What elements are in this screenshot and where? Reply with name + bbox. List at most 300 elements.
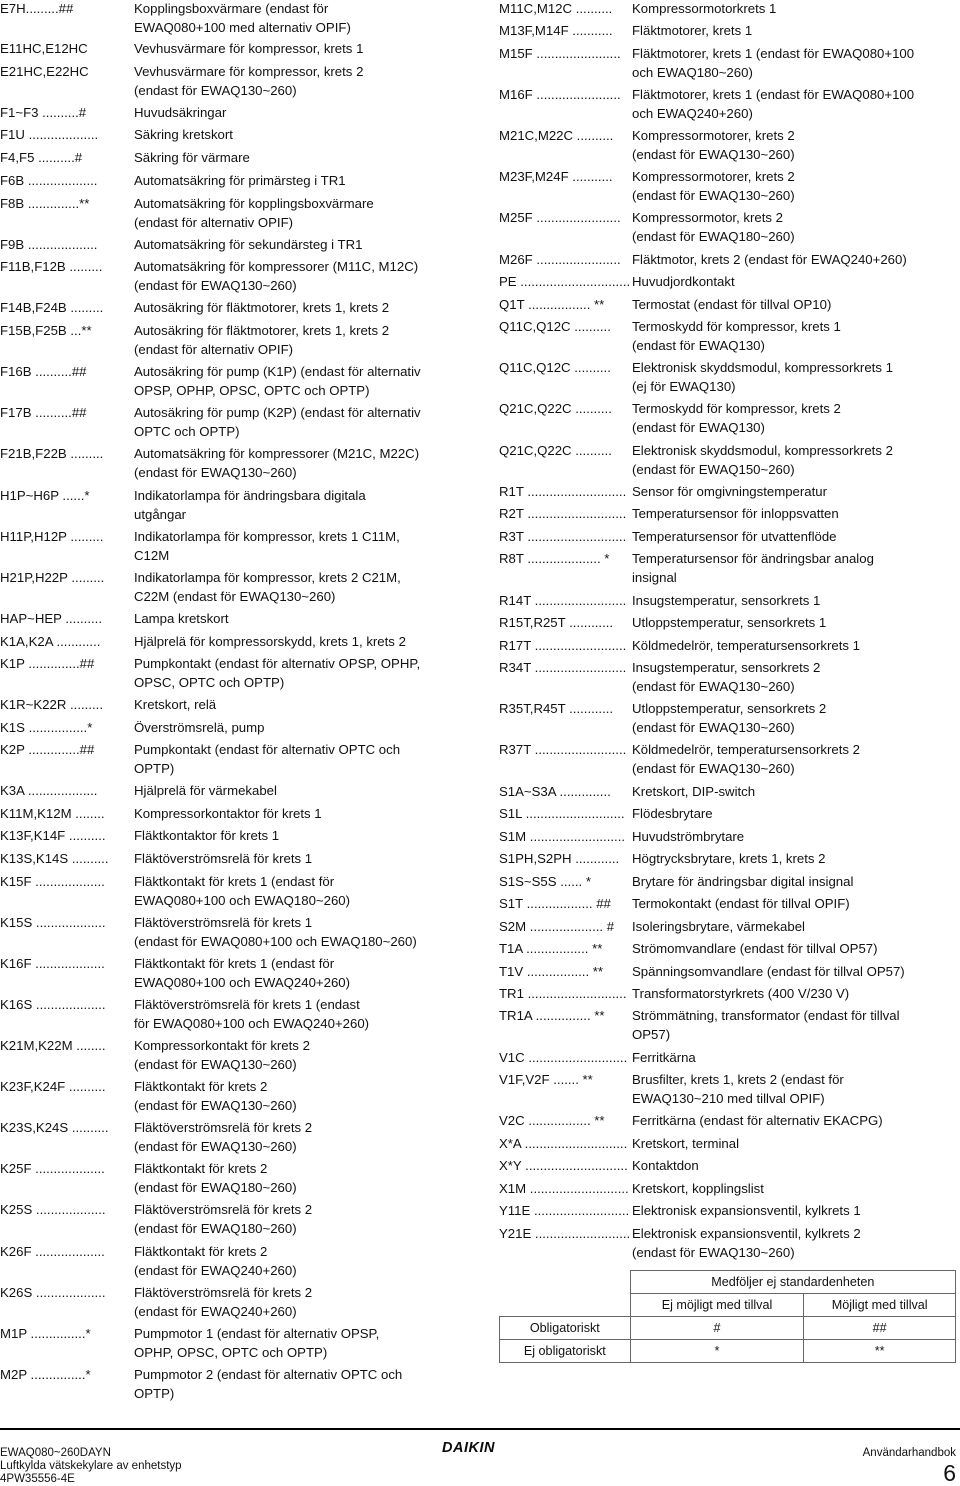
description-line: Autosäkring för fläktmotorer, krets 1, krets 2: [134, 323, 390, 338]
component-code: H1P~H6P ......*: [0, 488, 90, 503]
description-line: Automatsäkring för kompressorer (M21C, M22C): [134, 446, 420, 461]
description-line: Vevhusvärmare för kompressor, krets 2: [134, 64, 364, 79]
component-description: [632, 873, 853, 892]
description-line: (endast för EWAQ130): [632, 337, 765, 353]
description-line: (endast för EWAQ080+100 och EWAQ180~260): [134, 933, 417, 949]
description-line: Ferritkärna: [632, 1050, 696, 1065]
component-code: K21M,K22M ........: [0, 1038, 106, 1053]
component-description: [134, 569, 401, 606]
component-code: Q21C,Q22C ..........: [499, 443, 612, 458]
component-code: K1P ..............##: [0, 656, 95, 671]
component-description: [134, 805, 322, 824]
description-line: OPSC, OPTC och OPTP): [134, 674, 285, 690]
component-code: Q11C,Q12C ..........: [499, 360, 611, 375]
description-line: Strömomvandlare (endast för tillval OP57): [632, 941, 878, 956]
description-line: Termoskydd för kompressor, krets 1: [632, 319, 841, 334]
component-code: R8T .................... *: [499, 551, 610, 566]
component-code: R17T .........................: [499, 638, 627, 653]
component-code: TR1A ............... **: [499, 1008, 605, 1023]
component-description: [632, 963, 905, 982]
component-description: [134, 149, 250, 168]
legend-cell: **: [804, 1340, 956, 1363]
description-line: Insugstemperatur, sensorkrets 2: [632, 660, 821, 675]
component-description: [134, 914, 417, 951]
description-line: OP57): [632, 1026, 671, 1042]
component-description: [632, 592, 820, 611]
component-code: M25F .......................: [499, 210, 621, 225]
description-line: Fläktkontakt för krets 1 (endast för: [134, 874, 335, 889]
description-line: Temperatursensor för utvattenflöde: [632, 529, 837, 544]
component-description: [134, 172, 346, 191]
component-code: M21C,M22C ..........: [499, 128, 614, 143]
component-code: S1T .................. ##: [499, 896, 611, 911]
component-description: [134, 1366, 402, 1403]
description-line: Fläktöverströmsrelä för krets 2: [134, 1202, 313, 1217]
component-description: [632, 0, 776, 19]
description-line: och EWAQ180~260): [632, 64, 753, 80]
component-description: [134, 299, 389, 318]
component-description: [632, 1202, 861, 1221]
component-description: [632, 273, 735, 292]
description-line: Automatsäkring för kopplingsboxvärmare: [134, 196, 374, 211]
footer-model: EWAQ080~260DAYN: [0, 1447, 111, 1459]
description-line: Kompressorkontaktor för krets 1: [134, 806, 322, 821]
component-description: [134, 610, 229, 629]
description-line: Vevhusvärmare för kompressor, krets 1: [134, 41, 364, 56]
description-line: Utloppstemperatur, sensorkrets 2: [632, 701, 827, 716]
description-line: Termokontakt (endast för tillval OPIF): [632, 896, 850, 911]
description-line: EWAQ080+100 och EWAQ180~260): [134, 892, 351, 908]
component-code: H21P,H22P .........: [0, 570, 105, 585]
footer-divider: [0, 1428, 960, 1430]
component-code: Q1T ................. **: [499, 297, 605, 312]
component-code: R34T .........................: [499, 660, 627, 675]
description-line: (endast för EWAQ240+260): [134, 1262, 297, 1278]
description-line: Lampa kretskort: [134, 611, 229, 626]
description-line: Fläktmotorer, krets 1: [632, 23, 753, 38]
description-line: (endast för EWAQ130~260): [134, 82, 297, 98]
component-code: F9B ...................: [0, 237, 98, 252]
component-code: S1M ..........................: [499, 829, 626, 844]
legend-row: [500, 1340, 956, 1363]
component-description: [632, 700, 826, 737]
component-description: [134, 1078, 297, 1115]
component-description: [134, 850, 312, 869]
description-line: Säkring för värmare: [134, 150, 250, 165]
description-line: Huvudsäkringar: [134, 105, 227, 120]
component-code: HAP~HEP ..........: [0, 611, 102, 626]
description-line: EWAQ130~210 med tillval OPIF): [632, 1090, 825, 1106]
description-line: Fläktkontakt för krets 2: [134, 1079, 268, 1094]
description-line: OPTP): [134, 1385, 175, 1401]
description-line: Säkring kretskort: [134, 127, 233, 142]
component-description: [632, 505, 839, 524]
description-line: (endast för EWAQ180~260): [632, 228, 795, 244]
component-code: K1A,K2A ............: [0, 634, 101, 649]
description-line: Pumpkontakt (endast för alternativ OPTC och: [134, 742, 401, 757]
description-line: Fläktkontakt för krets 2: [134, 1244, 268, 1259]
description-line: Brytare för ändringsbar digital insignal: [632, 874, 854, 889]
component-description: [632, 318, 841, 355]
component-description: [134, 322, 389, 359]
component-code: Q21C,Q22C ..........: [499, 401, 612, 416]
component-code: X*A ............................: [499, 1136, 628, 1151]
component-code: R35T,R45T ............: [499, 701, 614, 716]
component-code: R15T,R25T ............: [499, 615, 614, 630]
component-code: F21B,F22B .........: [0, 446, 104, 461]
description-line: Kopplingsboxvärmare (endast för: [134, 1, 329, 16]
legend-subheader-row: [500, 1294, 956, 1317]
component-code: T1V ................. **: [499, 964, 604, 979]
description-line: (endast för alternativ OPIF): [134, 341, 294, 357]
component-code: T1A ................. **: [499, 941, 603, 956]
description-line: (endast för EWAQ130~260): [134, 1056, 297, 1072]
component-code: F6B ...................: [0, 173, 98, 188]
description-line: Autosäkring för fläktmotorer, krets 1, krets 2: [134, 300, 390, 315]
component-description: [632, 442, 893, 479]
component-description: [632, 828, 744, 847]
description-line: Hjälprelä för värmekabel: [134, 783, 277, 798]
component-description: [134, 0, 351, 37]
description-line: Pumpmotor 2 (endast för alternativ OPTC och: [134, 1367, 403, 1382]
legend-cell: *: [630, 1340, 804, 1363]
component-code: TR1 ...........................: [499, 986, 627, 1001]
description-line: C22M (endast för EWAQ130~260): [134, 588, 336, 604]
description-line: Kretskort, terminal: [632, 1136, 739, 1151]
component-description: [134, 363, 421, 400]
description-line: Ferritkärna (endast för alternativ EKACPG): [632, 1113, 883, 1128]
component-code: S1A~S3A ..............: [499, 784, 611, 799]
component-code: F14B,F24B .........: [0, 300, 104, 315]
component-code: S1L ...........................: [499, 806, 625, 821]
description-line: Fläktmotor, krets 2 (endast för EWAQ240+260): [632, 252, 907, 267]
legend-row-label: Ej obligatoriskt: [500, 1340, 631, 1363]
component-code: R14T .........................: [499, 593, 627, 608]
component-code: E21HC,E22HC: [0, 64, 89, 79]
footer-subtitle: Luftkylda vätskekylare av enhetstyp: [0, 1460, 182, 1472]
component-description: [134, 258, 418, 295]
component-code: F4,F5 ..........#: [0, 150, 83, 165]
description-line: Kompressormotorer, krets 2: [632, 169, 795, 184]
description-line: Autosäkring för pump (K1P) (endast för alternativ: [134, 364, 421, 379]
legend-col-not-possible: Ej möjligt med tillval: [630, 1294, 804, 1317]
description-line: Termostat (endast för tillval OP10): [632, 297, 832, 312]
component-description: [632, 209, 795, 246]
legend-col-possible: Möjligt med tillval: [804, 1294, 956, 1317]
component-description: [134, 633, 406, 652]
description-line: Elektronisk skyddsmodul, kompressorkrets 2: [632, 443, 893, 458]
component-code: M23F,M24F ...........: [499, 169, 613, 184]
legend-row-label: Obligatoriskt: [500, 1317, 631, 1340]
description-line: utgångar: [134, 506, 187, 522]
description-line: Kompressorkontakt för krets 2: [134, 1038, 310, 1053]
description-line: Hjälprelä för kompressorskydd, krets 1, krets 2: [134, 634, 406, 649]
component-description: [632, 1157, 699, 1176]
component-code: F15B,F25B ...**: [0, 323, 92, 338]
component-description: [134, 1201, 312, 1238]
description-line: för EWAQ080+100 och EWAQ240+260): [134, 1015, 370, 1031]
description-line: (endast för EWAQ180~260): [134, 1220, 297, 1236]
component-description: [134, 1284, 312, 1321]
component-description: [632, 528, 837, 547]
component-description: [134, 955, 350, 992]
component-description: [134, 741, 400, 778]
description-line: (ej för EWAQ130): [632, 378, 736, 394]
component-code: M2P ...............*: [0, 1367, 91, 1382]
component-description: [134, 827, 279, 846]
description-line: insignal: [632, 569, 677, 585]
component-code: M26F .......................: [499, 252, 621, 267]
description-line: (endast för alternativ OPIF): [134, 214, 294, 230]
component-description: [134, 696, 216, 715]
description-line: (endast för EWAQ240+260): [134, 1303, 297, 1319]
description-line: Transformatorstyrkrets (400 V/230 V): [632, 986, 850, 1001]
component-description: [632, 296, 831, 315]
description-line: (endast för EWAQ130~260): [134, 277, 297, 293]
component-code: F16B ..........##: [0, 364, 87, 379]
description-line: Indikatorlampa för kompressor, krets 1 C11M,: [134, 529, 400, 544]
component-code: X*Y ............................: [499, 1158, 628, 1173]
description-line: Elektronisk expansionsventil, kylkrets 2: [632, 1226, 861, 1241]
component-code: F8B ..............**: [0, 196, 90, 211]
page-number: 6: [943, 1460, 956, 1486]
description-line: Spänningsomvandlare (endast för tillval OP57): [632, 964, 905, 979]
component-description: [632, 1180, 764, 1199]
description-line: Kretskort, kopplingslist: [632, 1181, 764, 1196]
component-code: M1P ...............*: [0, 1326, 91, 1341]
component-description: [134, 126, 233, 145]
description-line: EWAQ080+100 med alternativ OPIF): [134, 19, 351, 35]
description-line: Fläktöverströmsrelä för krets 1: [134, 851, 313, 866]
description-line: Pumpmotor 1 (endast för alternativ OPSP,: [134, 1326, 380, 1341]
component-description: [134, 404, 421, 441]
component-description: [632, 1112, 883, 1131]
description-line: Huvudströmbrytare: [632, 829, 745, 844]
component-code: S1S~S5S ...... *: [499, 874, 591, 889]
description-line: Kompressormotorer, krets 2: [632, 128, 795, 143]
description-line: Brusfilter, krets 1, krets 2 (endast för: [632, 1072, 844, 1087]
description-line: Strömmätning, transformator (endast för tillval: [632, 1008, 900, 1023]
description-line: Fläktmotorer, krets 1 (endast för EWAQ080+100: [632, 46, 915, 61]
component-description: [134, 873, 350, 910]
component-description: [632, 483, 827, 502]
component-description: [632, 251, 907, 270]
description-line: OPTC och OPTP): [134, 423, 240, 439]
description-line: Fläktöverströmsrelä för krets 2: [134, 1120, 313, 1135]
component-code: M15F .......................: [499, 46, 621, 61]
description-line: Automatsäkring för sekundärsteg i TR1: [134, 237, 363, 252]
component-description: [632, 614, 826, 633]
component-description: [134, 528, 400, 565]
component-description: [632, 550, 874, 587]
component-code: V1F,V2F ....... **: [499, 1072, 593, 1087]
component-code: K13S,K14S ..........: [0, 851, 109, 866]
brand-logo: DAIKIN: [442, 1440, 495, 1456]
component-code: X1M ...........................: [499, 1181, 629, 1196]
component-description: [632, 805, 713, 824]
component-description: [134, 236, 362, 255]
component-code: K16S ...................: [0, 997, 106, 1012]
component-code: E11HC,E12HC: [0, 41, 88, 56]
legend-corner: [500, 1271, 631, 1294]
description-line: Automatsäkring för primärsteg i TR1: [134, 173, 346, 188]
component-description: [632, 1071, 844, 1108]
description-line: Pumpkontakt (endast för alternativ OPSP, OPHP,: [134, 656, 421, 671]
description-line: Elektronisk expansionsventil, kylkrets 1: [632, 1203, 861, 1218]
component-code: K23F,K24F ..........: [0, 1079, 106, 1094]
component-code: Q11C,Q12C ..........: [499, 319, 611, 334]
component-code: K23S,K24S ..........: [0, 1120, 109, 1135]
component-code: F1~F3 ..........#: [0, 105, 87, 120]
description-line: EWAQ080+100 och EWAQ240+260): [134, 974, 351, 990]
component-description: [632, 45, 914, 82]
legend-cell: ##: [804, 1317, 956, 1340]
component-description: [632, 1135, 739, 1154]
component-code: F17B ..........##: [0, 405, 87, 420]
component-description: [134, 1243, 297, 1280]
component-description: [632, 1225, 861, 1262]
component-code: K1S ................*: [0, 720, 93, 735]
legend-cell: #: [630, 1317, 804, 1340]
description-line: Kretskort, DIP-switch: [632, 784, 756, 799]
description-line: (endast för EWAQ180~260): [134, 1179, 297, 1195]
description-line: Temperatursensor för inloppsvatten: [632, 506, 839, 521]
component-code: K16F ...................: [0, 956, 105, 971]
legend-table: [499, 1270, 956, 1363]
component-description: [632, 895, 850, 914]
description-line: Fläktkontakt för krets 1 (endast för: [134, 956, 335, 971]
description-line: Kompressormotor, krets 2: [632, 210, 783, 225]
description-line: Kontaktdon: [632, 1158, 699, 1173]
description-line: OPTP): [134, 760, 175, 776]
legend-header: Medföljer ej standardenheten: [630, 1271, 955, 1294]
component-description: [632, 783, 755, 802]
description-line: Fläktöverströmsrelä för krets 1: [134, 915, 313, 930]
component-code: R2T ...........................: [499, 506, 627, 521]
description-line: (endast för EWAQ130): [632, 419, 765, 435]
component-code: R3T ...........................: [499, 529, 627, 544]
description-line: Fläktöverströmsrelä för krets 2: [134, 1285, 313, 1300]
description-line: (endast för EWAQ130~260): [134, 1097, 297, 1113]
component-code: K1R~K22R .........: [0, 697, 103, 712]
description-line: (endast för EWAQ130~260): [632, 146, 795, 162]
component-description: [632, 86, 914, 123]
component-description: [632, 168, 795, 205]
component-description: [632, 985, 849, 1004]
component-code: E7H.........##: [0, 1, 74, 16]
description-line: Isoleringsbrytare, värmekabel: [632, 919, 805, 934]
component-description: [134, 719, 264, 738]
component-code: S1PH,S2PH ............: [499, 851, 620, 866]
component-description: [632, 659, 820, 696]
component-code: Y21E ..........................: [499, 1226, 631, 1241]
description-line: Högtrycksbrytare, krets 1, krets 2: [632, 851, 826, 866]
component-description: [134, 1325, 379, 1362]
description-line: (endast för EWAQ130~260): [632, 1244, 795, 1260]
description-line: Flödesbrytare: [632, 806, 713, 821]
description-line: Fläktöverströmsrelä för krets 1 (endast: [134, 997, 360, 1012]
legend-header-row: [500, 1271, 956, 1294]
description-line: Autosäkring för pump (K2P) (endast för alternativ: [134, 405, 421, 420]
description-line: (endast för EWAQ130~260): [134, 464, 297, 480]
component-description: [632, 1049, 696, 1068]
description-line: Termoskydd för kompressor, krets 2: [632, 401, 841, 416]
description-line: (endast för EWAQ130~260): [134, 1138, 297, 1154]
component-code: R1T ...........................: [499, 484, 627, 499]
component-description: [134, 996, 369, 1033]
description-line: Kompressormotorkrets 1: [632, 1, 777, 16]
component-description: [134, 1119, 312, 1156]
component-description: [134, 1037, 310, 1074]
description-line: (endast för EWAQ150~260): [632, 461, 795, 477]
description-line: Sensor för omgivningstemperatur: [632, 484, 827, 499]
component-code: R37T .........................: [499, 742, 627, 757]
component-code: K25S ...................: [0, 1202, 106, 1217]
description-line: Insugstemperatur, sensorkrets 1: [632, 593, 821, 608]
component-description: [134, 63, 363, 100]
component-code: K15S ...................: [0, 915, 106, 930]
description-line: OPSP, OPHP, OPSC, OPTC och OPTP): [134, 382, 370, 398]
component-description: [632, 637, 860, 656]
component-description: [134, 655, 420, 692]
component-code: Y11E ..........................: [499, 1203, 630, 1218]
component-description: [632, 22, 752, 41]
component-code: F1U ...................: [0, 127, 99, 142]
component-code: V1C ...........................: [499, 1050, 628, 1065]
description-line: Kretskort, relä: [134, 697, 217, 712]
component-description: [632, 741, 860, 778]
description-line: Huvudjordkontakt: [632, 274, 735, 289]
component-code: M16F .......................: [499, 87, 621, 102]
component-description: [632, 400, 841, 437]
description-line: (endast för EWAQ130~260): [632, 760, 795, 776]
component-description: [632, 940, 878, 959]
component-code: K15F ...................: [0, 874, 105, 889]
component-description: [632, 359, 893, 396]
component-description: [632, 850, 825, 869]
description-line: Fläktmotorer, krets 1 (endast för EWAQ080+100: [632, 87, 915, 102]
component-code: K26F ...................: [0, 1244, 105, 1259]
component-code: K2P ..............##: [0, 742, 95, 757]
description-line: Elektronisk skyddsmodul, kompressorkrets 1: [632, 360, 893, 375]
footer-doc-number: 4PW35556-4E: [0, 1473, 75, 1485]
component-description: [632, 1007, 900, 1044]
component-code: F11B,F12B .........: [0, 259, 103, 274]
description-line: Utloppstemperatur, sensorkrets 1: [632, 615, 827, 630]
description-line: Automatsäkring för kompressorer (M11C, M12C): [134, 259, 419, 274]
component-code: K13F,K14F ..........: [0, 828, 106, 843]
description-line: (endast för EWAQ130~260): [632, 719, 795, 735]
component-code: K25F ...................: [0, 1161, 105, 1176]
component-description: [134, 782, 277, 801]
description-line: Köldmedelrör, temperatursensorkrets 1: [632, 638, 860, 653]
description-line: Fläktkontakt för krets 2: [134, 1161, 268, 1176]
description-line: (endast för EWAQ130~260): [632, 678, 795, 694]
component-code: M11C,M12C ..........: [499, 1, 613, 16]
component-description: [632, 127, 795, 164]
description-line: Köldmedelrör, temperatursensorkrets 2: [632, 742, 860, 757]
description-line: Fläktkontaktor för krets 1: [134, 828, 280, 843]
component-description: [134, 445, 419, 482]
description-line: Indikatorlampa för ändringsbara digitala: [134, 488, 366, 503]
description-line: OPHP, OPSC, OPTC och OPTP): [134, 1344, 328, 1360]
description-line: Överströmsrelä, pump: [134, 720, 265, 735]
description-line: Temperatursensor för ändringsbar analog: [632, 551, 874, 566]
component-code: M13F,M14F ...........: [499, 23, 613, 38]
component-code: V2C ................. **: [499, 1113, 605, 1128]
component-description: [134, 195, 374, 232]
component-description: [134, 487, 366, 524]
